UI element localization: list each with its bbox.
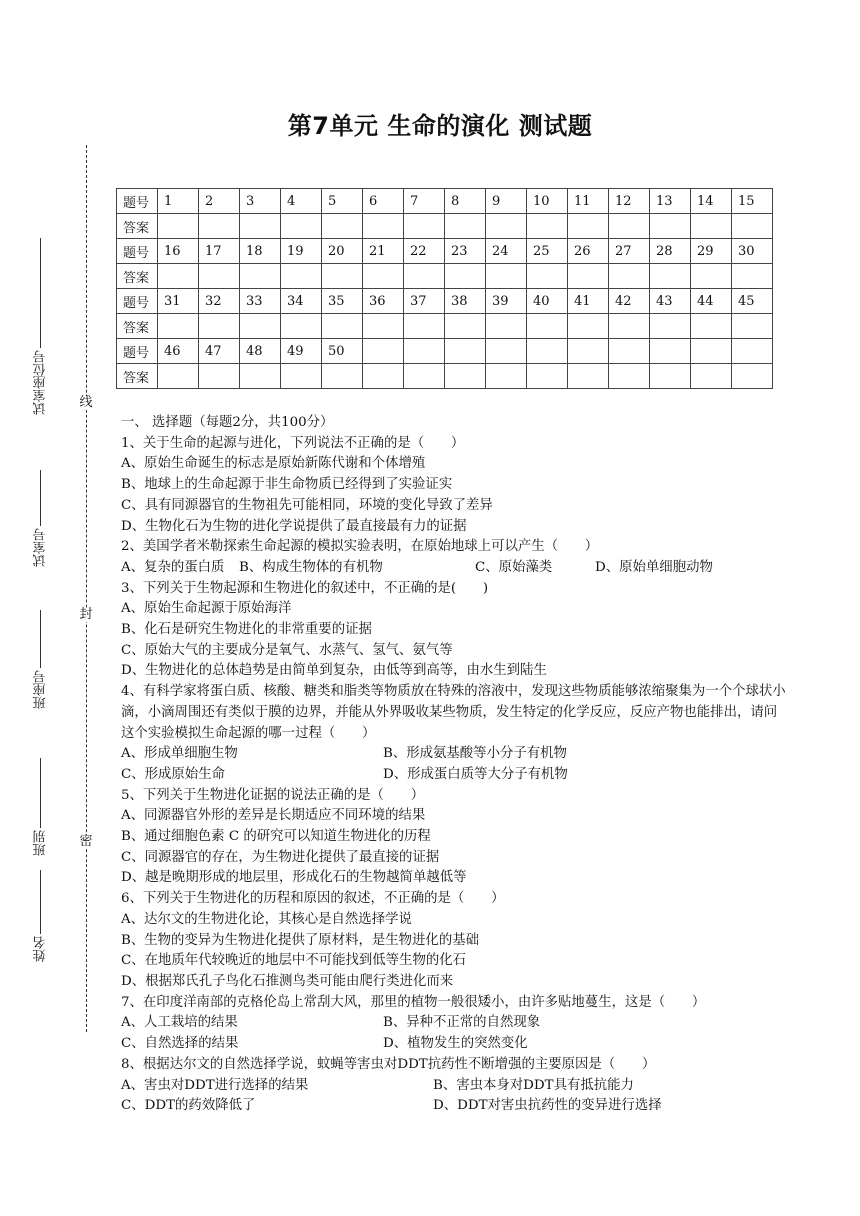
field-class-seat[interactable] bbox=[33, 610, 49, 709]
option-row bbox=[121, 1076, 786, 1097]
option-line bbox=[121, 972, 786, 993]
answer-cell[interactable] bbox=[445, 364, 486, 389]
field-blank[interactable] bbox=[41, 610, 42, 668]
option-line bbox=[121, 910, 786, 931]
number-row bbox=[117, 239, 773, 264]
answer-cell[interactable] bbox=[650, 314, 691, 339]
answer-cell[interactable] bbox=[363, 264, 404, 289]
answer-cell[interactable] bbox=[568, 314, 609, 339]
answer-cell[interactable] bbox=[650, 214, 691, 239]
answer-cell[interactable] bbox=[404, 214, 445, 239]
question-number-cell: 7 bbox=[404, 189, 445, 214]
question-number-cell: 41 bbox=[568, 289, 609, 314]
question-number-cell: 24 bbox=[486, 239, 527, 264]
option-line bbox=[121, 661, 786, 682]
binding-dashed-line bbox=[86, 145, 87, 1032]
question-section bbox=[121, 413, 786, 1117]
answer-cell[interactable] bbox=[363, 214, 404, 239]
question-number-cell: 4 bbox=[281, 189, 322, 214]
answer-cell[interactable] bbox=[363, 314, 404, 339]
question-stem: 6、下列关于生物进化的历程和原因的叙述，不正确的是（ ） bbox=[121, 891, 505, 907]
question-number-cell: 47 bbox=[199, 339, 240, 364]
answer-cell[interactable] bbox=[322, 264, 363, 289]
answer-row bbox=[117, 214, 773, 239]
row-label-answer: 答案 bbox=[117, 214, 158, 239]
question-number-cell: 21 bbox=[363, 239, 404, 264]
question-number-cell: 22 bbox=[404, 239, 445, 264]
answer-cell[interactable] bbox=[240, 214, 281, 239]
question-number-cell: 20 bbox=[322, 239, 363, 264]
answer-option[interactable]: B、通过细胞色素 C 的研究可以知道生物进化的历程 bbox=[121, 829, 431, 845]
answer-cell[interactable] bbox=[199, 264, 240, 289]
option-line bbox=[121, 620, 786, 641]
answer-cell[interactable] bbox=[199, 214, 240, 239]
answer-cell[interactable] bbox=[527, 314, 568, 339]
question-number-cell: 8 bbox=[445, 189, 486, 214]
answer-option[interactable]: A、人工栽培的结果 bbox=[121, 1015, 238, 1031]
answer-cell[interactable] bbox=[609, 314, 650, 339]
option-line bbox=[121, 454, 786, 475]
answer-cell[interactable] bbox=[568, 364, 609, 389]
number-row bbox=[117, 339, 773, 364]
answer-cell[interactable] bbox=[281, 314, 322, 339]
question-number-cell: 30 bbox=[732, 239, 773, 264]
question-number-cell: 29 bbox=[691, 239, 732, 264]
option-row bbox=[121, 744, 786, 765]
question-number-cell: 40 bbox=[527, 289, 568, 314]
field-blank[interactable] bbox=[41, 758, 42, 828]
answer-cell[interactable] bbox=[445, 314, 486, 339]
question-number-cell: 38 bbox=[445, 289, 486, 314]
question-number-cell: 48 bbox=[240, 339, 281, 364]
answer-option[interactable]: C、自然选择的结果 bbox=[121, 1036, 239, 1052]
question-number-cell: 2 bbox=[199, 189, 240, 214]
question-number-cell: 19 bbox=[281, 239, 322, 264]
answer-option[interactable]: A、形成单细胞生物 bbox=[121, 746, 238, 762]
row-label-number: 题号 bbox=[117, 289, 158, 314]
answer-row bbox=[117, 264, 773, 289]
answer-cell[interactable] bbox=[691, 314, 732, 339]
answer-cell[interactable] bbox=[609, 264, 650, 289]
field-room-number[interactable] bbox=[33, 470, 49, 567]
answer-option[interactable]: A、原始生命起源于原始海洋 bbox=[121, 601, 292, 617]
answer-cell[interactable] bbox=[404, 314, 445, 339]
answer-option[interactable]: D、DDT对害虫抗药性的变异进行选择 bbox=[433, 1098, 662, 1114]
option-line bbox=[121, 806, 786, 827]
answer-cell[interactable] bbox=[363, 364, 404, 389]
answer-cell[interactable] bbox=[486, 214, 527, 239]
question-number-cell: 13 bbox=[650, 189, 691, 214]
answer-option[interactable]: D、越是晚期形成的地层里，形成化石的生物越简单越低等 bbox=[121, 870, 467, 886]
answer-cell[interactable] bbox=[158, 264, 199, 289]
question-stem: 1、关于生命的起源与进化，下列说法不正确的是（ ） bbox=[121, 435, 465, 451]
question-number-cell: 45 bbox=[732, 289, 773, 314]
question-number-cell: 9 bbox=[486, 189, 527, 214]
question-number-cell: 31 bbox=[158, 289, 199, 314]
question-number-cell: 15 bbox=[732, 189, 773, 214]
answer-cell[interactable] bbox=[281, 264, 322, 289]
answer-cell[interactable] bbox=[240, 364, 281, 389]
option-line bbox=[121, 951, 786, 972]
page-title: 第7单元 生命的演化 测试题 bbox=[287, 112, 593, 140]
question-number-cell: 6 bbox=[363, 189, 404, 214]
answer-option[interactable]: D、形成蛋白质等大分子有机物 bbox=[383, 766, 568, 782]
question-number-cell: 36 bbox=[363, 289, 404, 314]
answer-option[interactable]: B、地球上的生命起源于非生命物质已经得到了实验证实 bbox=[121, 477, 453, 493]
answer-option[interactable]: A、害虫对DDT进行选择的结果 bbox=[121, 1077, 309, 1093]
option-line bbox=[121, 496, 786, 517]
option-row bbox=[121, 765, 786, 786]
question-number-cell bbox=[486, 339, 527, 364]
question-stem: 3、下列关于生物起源和生物进化的叙述中，不正确的是( ) bbox=[121, 580, 489, 596]
option-row bbox=[121, 1096, 786, 1117]
answer-cell[interactable] bbox=[322, 364, 363, 389]
answer-cell[interactable] bbox=[650, 264, 691, 289]
answer-option[interactable]: C、原始藻类 bbox=[475, 559, 553, 575]
answer-cell[interactable] bbox=[445, 214, 486, 239]
option-row bbox=[121, 1034, 786, 1055]
answer-cell[interactable] bbox=[732, 264, 773, 289]
option-row bbox=[121, 1013, 786, 1034]
question-number-cell: 35 bbox=[322, 289, 363, 314]
field-seat-number[interactable] bbox=[33, 238, 49, 415]
question-number-cell: 11 bbox=[568, 189, 609, 214]
answer-option[interactable]: C、原始大气的主要成分是氧气、水蒸气、氢气、氨气等 bbox=[121, 642, 453, 658]
question-number-cell: 46 bbox=[158, 339, 199, 364]
row-label-answer: 答案 bbox=[117, 364, 158, 389]
answer-cell[interactable] bbox=[158, 364, 199, 389]
field-blank[interactable] bbox=[41, 470, 42, 526]
question-number-cell: 44 bbox=[691, 289, 732, 314]
answer-cell[interactable] bbox=[158, 314, 199, 339]
row-label-number: 题号 bbox=[117, 239, 158, 264]
field-label: 试室座位号 bbox=[33, 350, 49, 415]
answer-cell[interactable] bbox=[732, 314, 773, 339]
question-stem: 7、在印度洋南部的克格伦岛上常刮大风，那里的植物一般很矮小，由许多贴地蔓生，这是（ ） bbox=[121, 994, 706, 1010]
question-number-cell bbox=[609, 339, 650, 364]
answer-option[interactable]: D、原始单细胞动物 bbox=[595, 559, 713, 575]
field-label: 姓名 bbox=[33, 936, 49, 962]
question-number-cell: 12 bbox=[609, 189, 650, 214]
question-number-cell: 5 bbox=[322, 189, 363, 214]
question-number-cell bbox=[404, 339, 445, 364]
question-number-cell: 1 bbox=[158, 189, 199, 214]
answer-option[interactable]: C、DDT的药效降低了 bbox=[121, 1098, 256, 1114]
question-stem: 8、根据达尔文的自然选择学说，蚊蝇等害虫对DDT抗药性不断增强的主要原因是（ ） bbox=[121, 1056, 656, 1072]
question-number-cell bbox=[527, 339, 568, 364]
answer-cell[interactable] bbox=[158, 214, 199, 239]
answer-option[interactable]: C、同源器官的存在，为生物进化提供了最直接的证据 bbox=[121, 849, 440, 865]
question-number-cell bbox=[650, 339, 691, 364]
answer-option[interactable]: B、异种不正常的自然现象 bbox=[383, 1015, 541, 1031]
question-number-cell bbox=[568, 339, 609, 364]
answer-cell[interactable] bbox=[486, 314, 527, 339]
section-heading: 一、 选择题（每题2分，共100分） bbox=[121, 415, 334, 430]
answer-cell[interactable] bbox=[732, 214, 773, 239]
question-number-cell: 37 bbox=[404, 289, 445, 314]
answer-option[interactable]: A、原始生命诞生的标志是原始新陈代谢和个体增殖 bbox=[121, 456, 426, 472]
answer-option[interactable]: D、根据郑氏孔子鸟化石推测鸟类可能由爬行类进化而来 bbox=[121, 973, 454, 989]
answer-cell[interactable] bbox=[527, 214, 568, 239]
answer-cell[interactable] bbox=[199, 364, 240, 389]
question-stem: 2、美国学者米勒探索生命起源的模拟实验表明，在原始地球上可以产生（ ） bbox=[121, 539, 599, 555]
question-number-cell: 42 bbox=[609, 289, 650, 314]
field-name[interactable] bbox=[33, 870, 49, 962]
question-number-cell: 49 bbox=[281, 339, 322, 364]
question-number-cell: 28 bbox=[650, 239, 691, 264]
question-stem: 5、下列关于生物进化证据的说法正确的是（ ） bbox=[121, 787, 425, 803]
answer-cell[interactable] bbox=[568, 214, 609, 239]
question-number-cell: 26 bbox=[568, 239, 609, 264]
answer-option[interactable]: A、复杂的蛋白质 bbox=[121, 559, 225, 575]
answer-cell[interactable] bbox=[527, 364, 568, 389]
row-label-number: 题号 bbox=[117, 339, 158, 364]
answer-cell[interactable] bbox=[445, 264, 486, 289]
question-stem: 4、有科学家将蛋白质、核酸、糖类和脂类等物质放在特殊的溶液中，发现这些物质能够浓缩聚集为一个个球状小滴，小滴周围还有类似于膜的边界，并能从外界吸收某些物质，发生特定的化学反应，反应产物也能排出，请问这个实验模拟生命起源的哪一过程（ ） bbox=[121, 684, 786, 741]
question-number-cell: 18 bbox=[240, 239, 281, 264]
number-row bbox=[117, 289, 773, 314]
answer-cell[interactable] bbox=[732, 364, 773, 389]
field-class[interactable] bbox=[33, 758, 49, 856]
question-number-cell bbox=[732, 339, 773, 364]
answer-table bbox=[116, 188, 773, 389]
question-number-cell: 23 bbox=[445, 239, 486, 264]
question-number-cell: 43 bbox=[650, 289, 691, 314]
question-number-cell: 16 bbox=[158, 239, 199, 264]
seal-mark-secret: 密 bbox=[79, 834, 93, 849]
answer-row bbox=[117, 314, 773, 339]
seal-mark-seal: 封 bbox=[79, 607, 93, 622]
answer-cell[interactable] bbox=[240, 314, 281, 339]
answer-option[interactable]: D、生物进化的总体趋势是由简单到复杂，由低等到高等，由水生到陆生 bbox=[121, 663, 547, 679]
field-blank[interactable] bbox=[41, 870, 42, 934]
option-line bbox=[121, 641, 786, 662]
option-line bbox=[121, 931, 786, 952]
answer-cell[interactable] bbox=[322, 314, 363, 339]
option-line bbox=[121, 599, 786, 620]
question-number-cell: 14 bbox=[691, 189, 732, 214]
question-number-cell: 10 bbox=[527, 189, 568, 214]
row-label-answer: 答案 bbox=[117, 314, 158, 339]
answer-option[interactable]: A、同源器官外形的差异是长期适应不同环境的结果 bbox=[121, 808, 426, 824]
answer-option[interactable]: C、在地质年代较晚近的地层中不可能找到低等生物的化石 bbox=[121, 953, 467, 969]
question-number-cell: 3 bbox=[240, 189, 281, 214]
answer-cell[interactable] bbox=[404, 264, 445, 289]
question-number-cell: 50 bbox=[322, 339, 363, 364]
answer-option[interactable]: B、生物的变异为生物进化提供了原材料，是生物进化的基础 bbox=[121, 932, 479, 948]
answer-cell[interactable] bbox=[281, 364, 322, 389]
field-blank[interactable] bbox=[41, 238, 42, 348]
option-line bbox=[121, 868, 786, 889]
question-number-cell bbox=[363, 339, 404, 364]
question-number-cell bbox=[691, 339, 732, 364]
seal-mark-line: 线 bbox=[79, 395, 93, 410]
answer-option[interactable]: C、形成原始生命 bbox=[121, 766, 225, 782]
answer-option[interactable]: D、植物发生的突然变化 bbox=[383, 1036, 528, 1052]
answer-cell[interactable] bbox=[609, 214, 650, 239]
number-row bbox=[117, 189, 773, 214]
answer-cell[interactable] bbox=[691, 364, 732, 389]
question-number-cell bbox=[445, 339, 486, 364]
answer-option[interactable]: B、害虫本身对DDT具有抵抗能力 bbox=[433, 1077, 634, 1093]
answer-cell[interactable] bbox=[691, 214, 732, 239]
field-label: 班别 bbox=[33, 830, 49, 856]
answer-cell[interactable] bbox=[486, 264, 527, 289]
answer-cell[interactable] bbox=[486, 364, 527, 389]
option-line bbox=[121, 475, 786, 496]
answer-cell[interactable] bbox=[527, 264, 568, 289]
option-line bbox=[121, 848, 786, 869]
field-label: 试室号 bbox=[33, 528, 49, 567]
answer-option[interactable]: B、化石是研究生物进化的非常重要的证据 bbox=[121, 622, 372, 638]
answer-option[interactable]: A、达尔文的生物进化论，其核心是自然选择学说 bbox=[121, 911, 412, 927]
answer-cell[interactable] bbox=[240, 264, 281, 289]
question-number-cell: 27 bbox=[609, 239, 650, 264]
answer-cell[interactable] bbox=[404, 364, 445, 389]
answer-cell[interactable] bbox=[322, 214, 363, 239]
option-row bbox=[121, 558, 786, 579]
field-label: 班座号 bbox=[33, 670, 49, 709]
question-number-cell: 33 bbox=[240, 289, 281, 314]
answer-cell[interactable] bbox=[199, 314, 240, 339]
question-number-cell: 39 bbox=[486, 289, 527, 314]
question-number-cell: 17 bbox=[199, 239, 240, 264]
answer-cell[interactable] bbox=[281, 214, 322, 239]
answer-option[interactable]: C、具有同源器官的生物祖先可能相同，环境的变化导致了差异 bbox=[121, 497, 493, 513]
answer-row bbox=[117, 364, 773, 389]
row-label-answer: 答案 bbox=[117, 264, 158, 289]
question-number-cell: 34 bbox=[281, 289, 322, 314]
question-number-cell: 25 bbox=[527, 239, 568, 264]
question-number-cell: 32 bbox=[199, 289, 240, 314]
row-label-number: 题号 bbox=[117, 189, 158, 214]
answer-cell[interactable] bbox=[568, 264, 609, 289]
answer-cell[interactable] bbox=[609, 364, 650, 389]
option-line bbox=[121, 517, 786, 538]
answer-cell[interactable] bbox=[691, 264, 732, 289]
option-line bbox=[121, 827, 786, 848]
answer-option[interactable]: B、形成氨基酸等小分子有机物 bbox=[383, 746, 567, 762]
answer-option[interactable]: B、构成生物体的有机物 bbox=[239, 559, 383, 575]
answer-cell[interactable] bbox=[650, 364, 691, 389]
answer-option[interactable]: D、生物化石为生物的进化学说提供了最直接最有力的证据 bbox=[121, 518, 467, 534]
